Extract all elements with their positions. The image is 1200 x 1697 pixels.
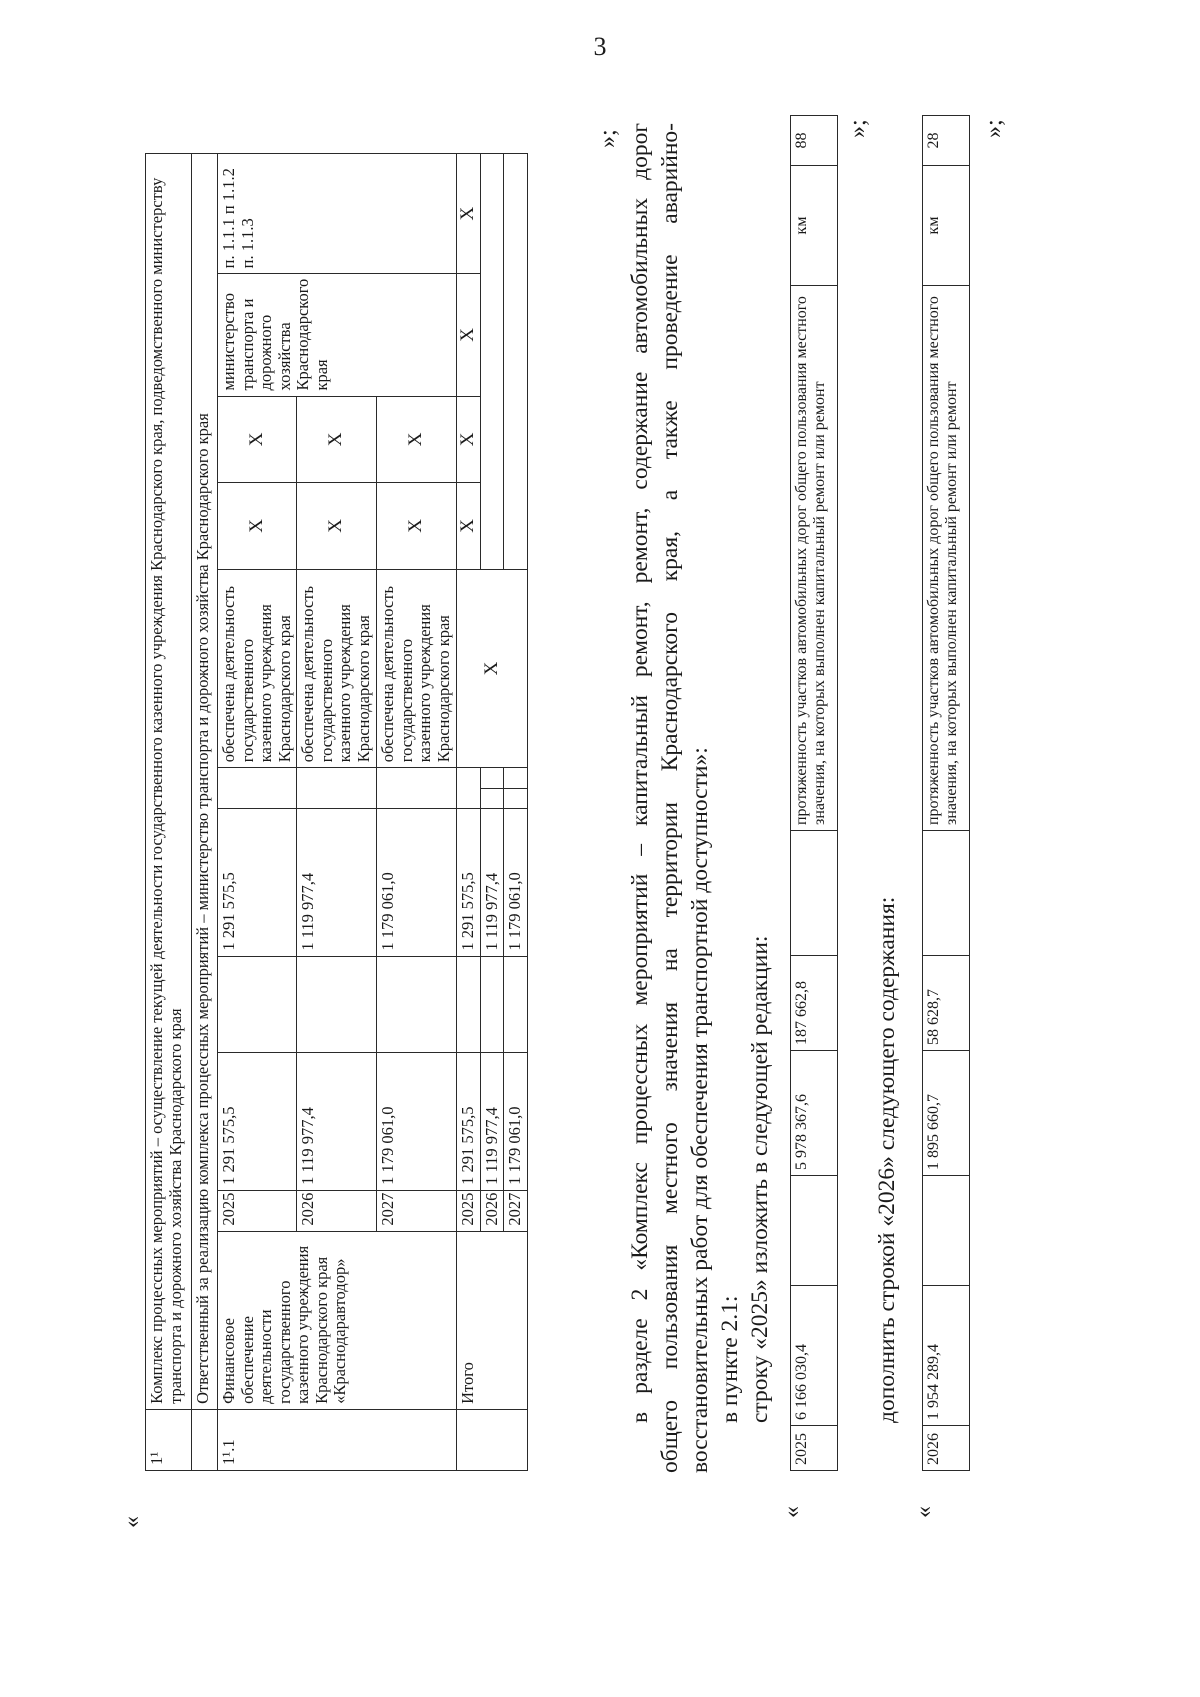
complex-header: Комплекс процессных мероприятий – осуществление текущей деятельности государственного казенного учреждения Краснодарского края, подведомственного министерству транспорта и дорожного хозяйства Краснодарского края xyxy=(146,154,192,1410)
measures-table xyxy=(145,153,528,1471)
result-cell: обеспечена деятельность государственного казенного учреждения Краснодарского края xyxy=(297,569,377,768)
total-cell: 1 119 977,4 xyxy=(297,1053,377,1191)
total-cell: 1 179 061,0 xyxy=(504,1053,528,1191)
local-cell: 187 662,8 xyxy=(791,956,838,1051)
year-cell: 2027 xyxy=(377,1190,457,1231)
empty-cell xyxy=(791,831,838,956)
empty-cell xyxy=(504,956,528,1053)
x-cell: X xyxy=(457,274,481,396)
regional-cell: 1 119 977,4 xyxy=(297,808,377,956)
value-cell: 28 xyxy=(923,116,970,166)
itogo-number-empty xyxy=(457,1409,528,1470)
empty-cell xyxy=(791,1176,838,1286)
empty-cell xyxy=(480,768,504,788)
indicator-cell: протяженность участков автомобильных дорог общего пользования местного значения, на которых выполнен капитальный ремонт или ремонт xyxy=(791,286,838,831)
result-cell: обеспечена деятельность государственного казенного учреждения Краснодарского края xyxy=(218,569,297,768)
regional-cell: 1 179 061,0 xyxy=(504,808,528,956)
total-cell: 6 166 030,4 xyxy=(791,1286,838,1426)
empty-cell xyxy=(504,154,528,570)
x-cell: X xyxy=(457,396,481,483)
header-number: 1¹ xyxy=(146,1409,192,1470)
table3-close-quote: »; xyxy=(981,119,1007,138)
empty-cell xyxy=(297,768,377,809)
empty-cell xyxy=(218,956,297,1053)
indicator-cell: протяженность участков автомобильных дорог общего пользования местного значения, на которых выполнен капитальный ремонт или ремонт xyxy=(923,286,970,831)
regional-cell: 1 179 061,0 xyxy=(377,808,457,956)
year-cell: 2025 xyxy=(218,1190,297,1231)
empty-cell xyxy=(480,788,504,808)
paragraph-line-4: в пункте 2.1: xyxy=(717,1295,743,1423)
table1-open-quote: « xyxy=(119,1516,145,1528)
total-cell: 1 291 575,5 xyxy=(218,1053,297,1191)
add-line: дополнить строкой «2026» следующего содержания: xyxy=(874,896,900,1423)
paragraph-line-3: восстановительных работ для обеспечения транспортной доступности»: xyxy=(687,747,713,1473)
row-2026-table xyxy=(922,115,970,1471)
local-cell: 58 628,7 xyxy=(923,956,970,1051)
empty-cell xyxy=(297,956,377,1053)
table1-close-quote: »; xyxy=(595,129,621,148)
responsible-empty xyxy=(192,1409,218,1470)
table2-close-quote: »; xyxy=(845,119,871,138)
year-cell: 2025 xyxy=(457,1190,481,1231)
empty-cell xyxy=(377,768,457,809)
empty-cell xyxy=(457,956,481,1053)
x-cell: X xyxy=(457,483,481,570)
empty-cell xyxy=(504,788,528,808)
row-number: 1¹.1 xyxy=(218,1409,457,1470)
result-cell: обеспечена деятельность государственного казенного учреждения Краснодарского края xyxy=(377,569,457,768)
paragraph-line-2: общего пользования местного значения на территории Краснодарского края, а также проведение аварийно- xyxy=(657,123,683,1473)
regional-cell: 1 291 575,5 xyxy=(457,808,481,956)
year-cell: 2027 xyxy=(504,1190,528,1231)
regional-cell: 1 119 977,4 xyxy=(480,808,504,956)
x-cell: X xyxy=(457,154,481,274)
responsible-header: Ответственный за реализацию комплекса процессных мероприятий – министерство транспорта и дорожного хозяйства Краснодарского края xyxy=(192,154,218,1410)
regional-cell: 5 978 367,6 xyxy=(791,1051,838,1176)
regional-cell: 1 895 660,7 xyxy=(923,1051,970,1176)
executor-cell: министерство транспорта и дорожного хозяйства Краснодарского края xyxy=(218,274,457,396)
value-cell: 88 xyxy=(791,116,838,166)
empty-cell xyxy=(377,956,457,1053)
measure-name: Финансовое обеспечение деятельности государственного казенного учреждения Краснодарского края «Краснодаравтодор» xyxy=(218,1231,457,1409)
x-cell: X xyxy=(218,483,297,570)
row-2025-table xyxy=(790,115,838,1471)
year-cell: 2026 xyxy=(297,1190,377,1231)
paragraph-line-1: в разделе 2 «Комплекс процессных мероприятий – капитальный ремонт, ремонт, содержание автомобильных дорог xyxy=(627,123,653,1423)
itogo-label: Итого xyxy=(457,1231,528,1409)
total-cell: 1 179 061,0 xyxy=(377,1053,457,1191)
paragraph-line-5: строку «2025» изложить в следующей редакции: xyxy=(747,935,773,1423)
unit-cell: км xyxy=(923,166,970,286)
x-cell: X xyxy=(457,569,528,768)
page-number: 3 xyxy=(593,32,607,61)
year-cell: 2026 xyxy=(480,1190,504,1231)
unit-cell: км xyxy=(791,166,838,286)
empty-cell xyxy=(218,768,297,809)
table3-open-quote: « xyxy=(911,1506,937,1518)
year-cell: 2026 xyxy=(923,1426,970,1471)
empty-cell xyxy=(457,768,481,809)
empty-cell xyxy=(504,768,528,788)
x-cell: X xyxy=(377,396,457,483)
table2-open-quote: « xyxy=(779,1506,805,1518)
total-cell: 1 291 575,5 xyxy=(457,1053,481,1191)
x-cell: X xyxy=(218,396,297,483)
x-cell: X xyxy=(297,396,377,483)
empty-cell xyxy=(480,956,504,1053)
year-cell: 2025 xyxy=(791,1426,838,1471)
empty-cell xyxy=(923,1176,970,1286)
regional-cell: 1 291 575,5 xyxy=(218,808,297,956)
x-cell: X xyxy=(377,483,457,570)
rotated-content xyxy=(120,93,1080,1603)
links-cell: п. 1.1.1 п 1.1.2 п. 1.1.3 xyxy=(218,154,457,274)
total-cell: 1 954 289,4 xyxy=(923,1286,970,1426)
empty-cell xyxy=(923,831,970,956)
total-cell: 1 119 977,4 xyxy=(480,1053,504,1191)
x-cell: X xyxy=(297,483,377,570)
empty-cell xyxy=(480,154,504,570)
